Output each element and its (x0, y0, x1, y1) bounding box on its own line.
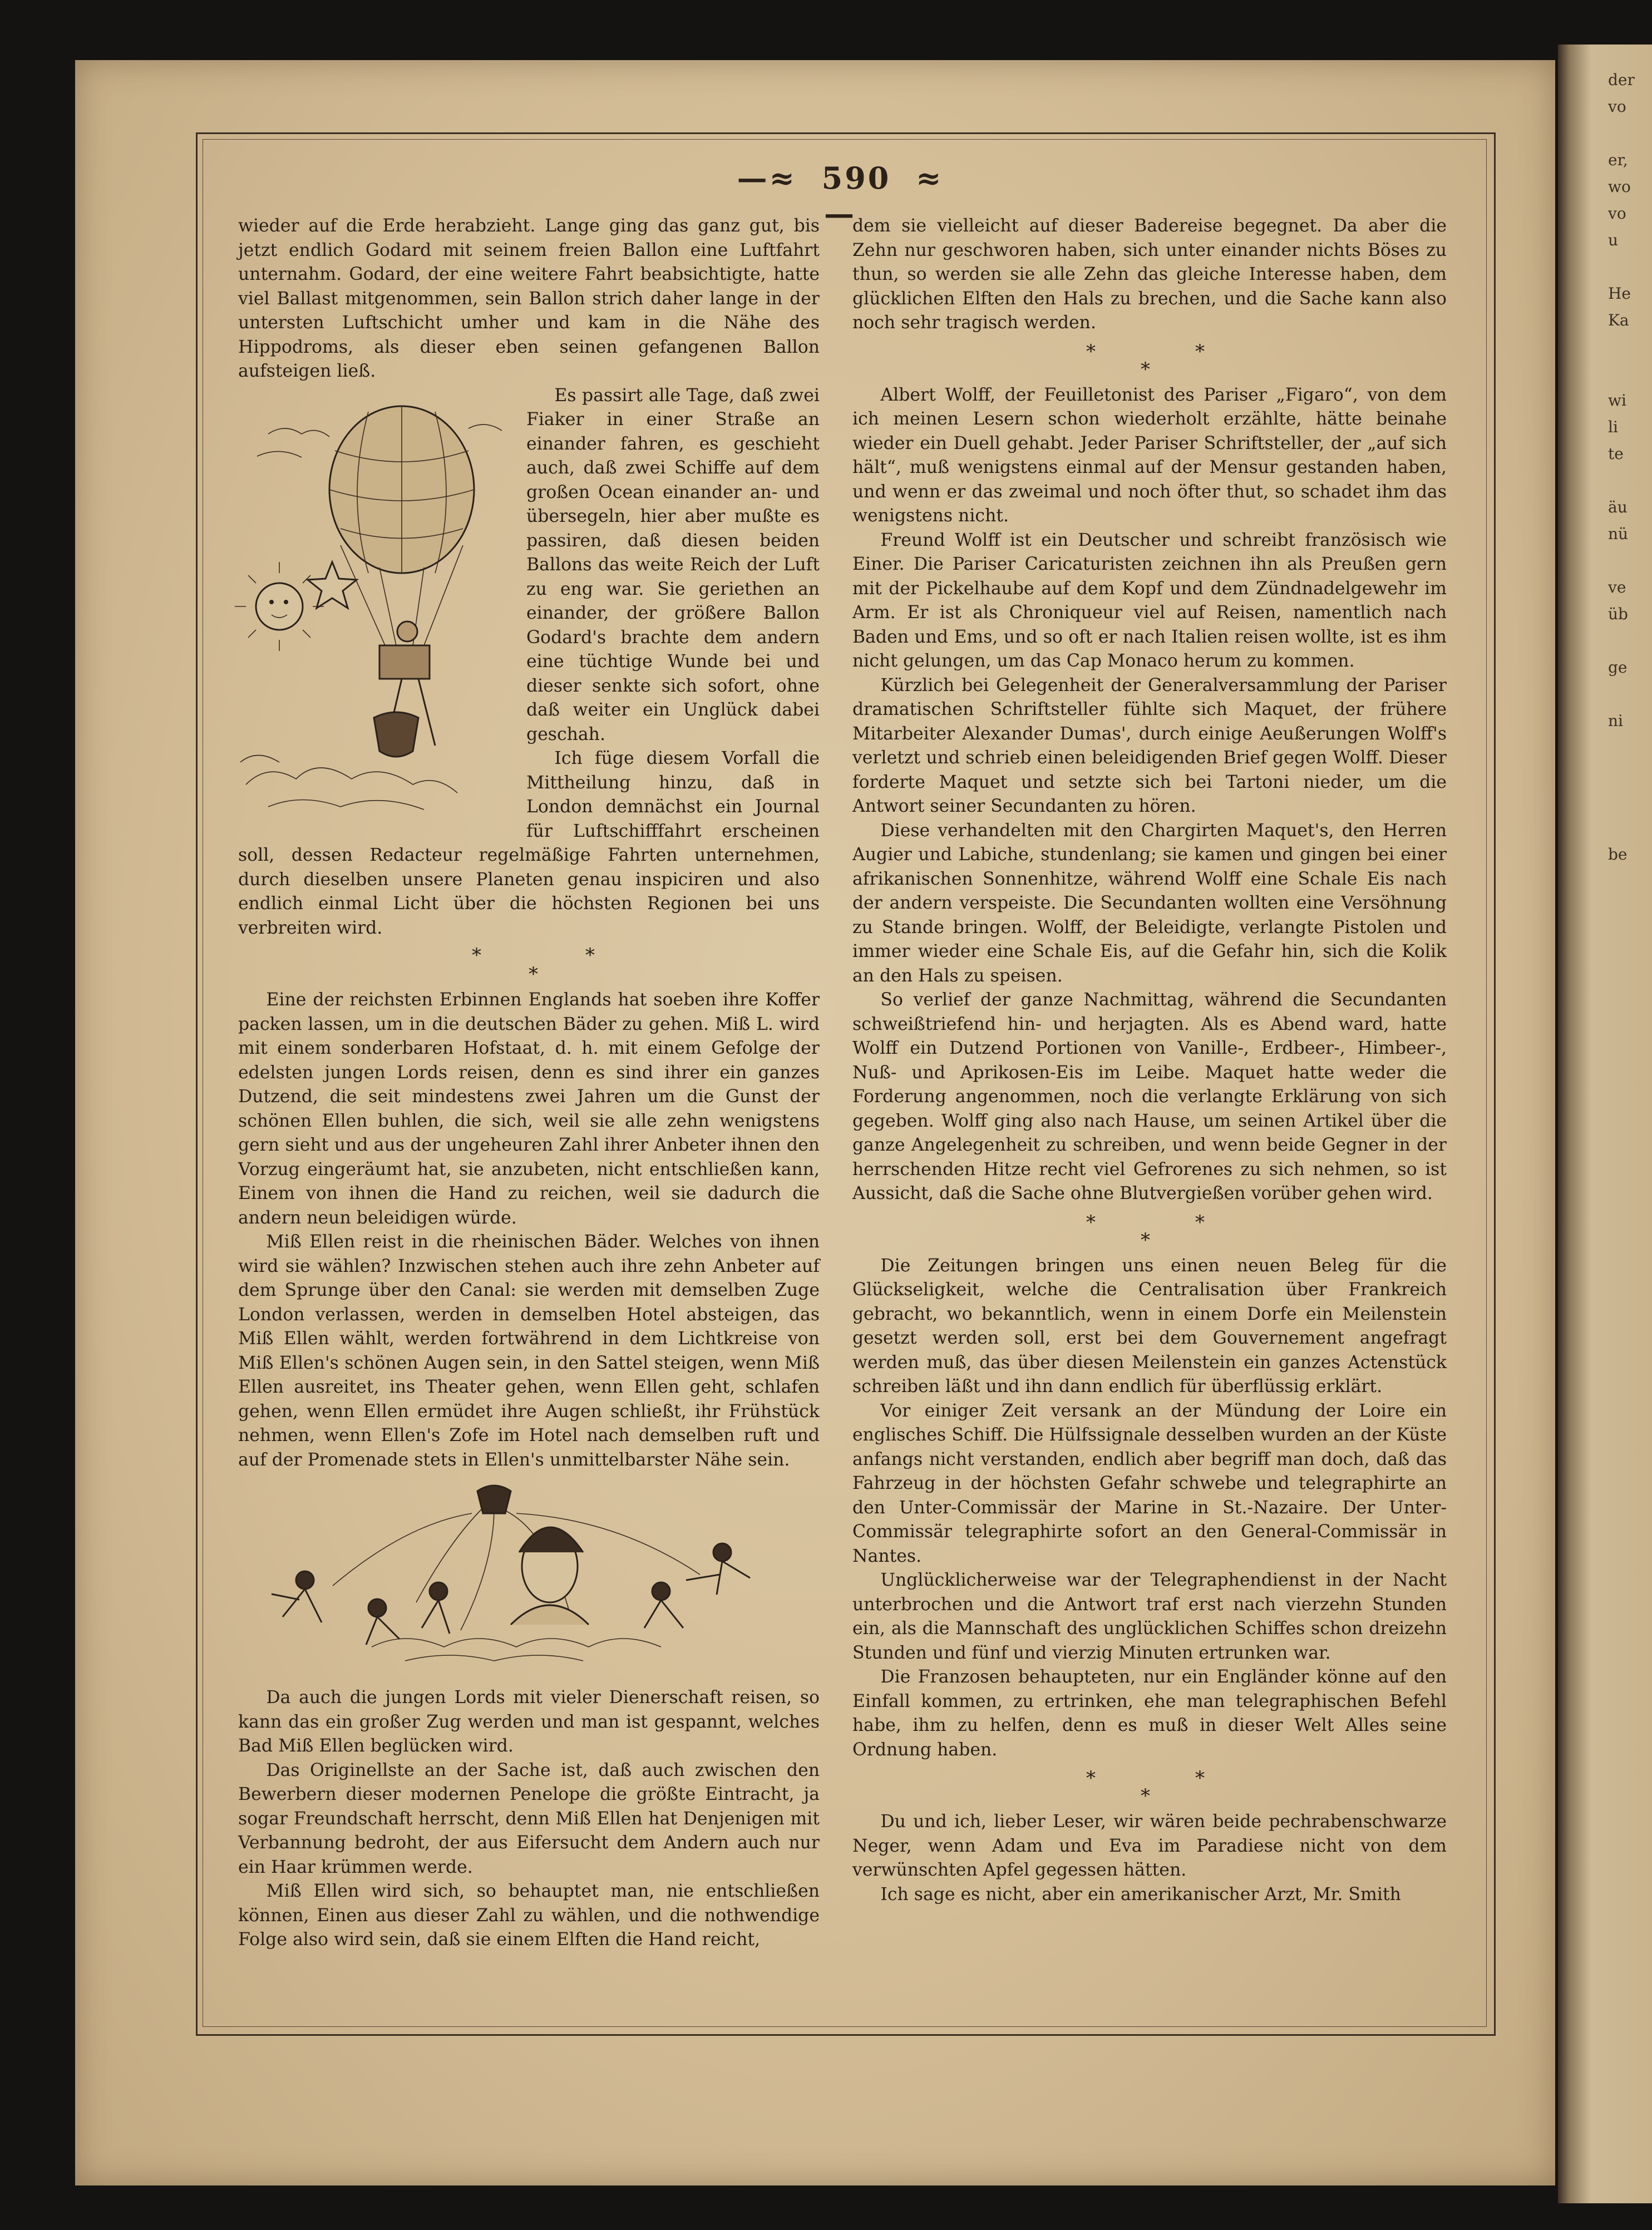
paragraph: Ich sage es nicht, aber ein amerikanischer Arzt, Mr. Smith (880, 1884, 1401, 1905)
bleed-fragment: li (1608, 418, 1618, 436)
section-separator (852, 1206, 1447, 1254)
bleed-fragment (1608, 1269, 1650, 1295)
bleed-fragment (1608, 1910, 1650, 1936)
bleed-fragment (1608, 1776, 1650, 1803)
bleed-fragment (1608, 1616, 1650, 1642)
bleed-fragment (1608, 1963, 1650, 1990)
adjacent-page-text (1608, 67, 1650, 2230)
bleed-fragment (1608, 1242, 1650, 1269)
bleed-fragment (1608, 2177, 1650, 2203)
bleed-fragment: ge (1608, 658, 1628, 677)
paragraph: Die Zeitungen bringen uns einen neuen Beleg für die Glückseligkeit, welche die Centralisation über Frankreich gebracht, wo bekanntlich, wenn in einem Dorfe ein Meilenstein gesetzt werden soll, erst bei dem Gouvernement angefragt werden muß, das über diesen Meilenstein ein ganzes Actenstück schreiben läßt und ihn dann endlich für überflüssig erklärt. (852, 1255, 1447, 1397)
bleed-fragment (1608, 2203, 1650, 2230)
bleed-fragment (1608, 1162, 1650, 1188)
paragraph: Das Originellste an der Sache ist, daß auch zwischen den Bewerbern dieser modernen Penelope die größte Eintracht, ja sogar Freundschaft herrscht, denn Miß Ellen hat Denjenigen mit Verbannung bedroht, der aus Eifersucht dem Andern auch nur ein Haar krümmen werde. (238, 1760, 820, 1877)
bleed-fragment (1608, 2150, 1650, 2177)
ornament-right: ≈— (824, 160, 944, 231)
bleed-fragment (1608, 948, 1650, 975)
bleed-fragment (1608, 895, 1650, 921)
bleed-fragment (1608, 1082, 1650, 1108)
bleed-fragment (1608, 628, 1650, 654)
bleed-fragment: er, (1608, 151, 1628, 169)
bleed-fragment (1608, 975, 1650, 1001)
star: * (1195, 1211, 1205, 1234)
bleed-fragment (1608, 1135, 1650, 1162)
star: * (472, 944, 481, 966)
right-column (852, 214, 1447, 1907)
bleed-fragment (1608, 681, 1650, 708)
bleed-fragment (1608, 2096, 1650, 2123)
bleed-fragment (1608, 361, 1650, 387)
bleed-fragment: He (1608, 284, 1631, 303)
section-separator (852, 336, 1447, 383)
paragraph: So verlief der ganze Nachmittag, während die Secundanten schweißtriefend hin- und herjagten. Als es Abend ward, hatte Wolff ein Dutzend Portionen von Vanille-, Erdbeer-, Himbeer-, Nuß- und Aprikosen-Eis im Leibe. Maquet hatte weder die Forderung angenommen, noch die verlangte Erklärung von sich gegeben. Wolff ging also nach Hause, um seinen Artikel über die ganze Angelegenheit zu schreiben, und wenn beide Gegner in der herrschenden Hitze recht viel Gefrorenes zu sich nehmen, so ist Aussicht, daß die Sache ohne Blutvergießen vorüber gehen wird. (852, 990, 1447, 1203)
bleed-fragment (1608, 761, 1650, 788)
bleed-fragment: ve (1608, 578, 1626, 596)
page-number: 590 (821, 160, 891, 196)
bleed-fragment: ni (1608, 712, 1623, 730)
bleed-fragment (1608, 2043, 1650, 2070)
bleed-fragment (1608, 815, 1650, 841)
ornament-left: —≈ (737, 160, 797, 196)
bleed-fragment (1608, 1509, 1650, 1536)
star: * (1195, 340, 1205, 363)
bleed-fragment (1608, 1215, 1650, 1242)
bleed-fragment (1608, 1055, 1650, 1082)
bleed-fragment (1608, 120, 1650, 147)
bleed-fragment (1608, 1108, 1650, 1135)
bleed-fragment (1608, 1883, 1650, 1910)
bleed-fragment (1608, 2016, 1650, 2043)
bleed-fragment (1608, 1589, 1650, 1616)
paragraph: Miß Ellen wird sich, so behauptet man, nie entschließen können, Einen aus dieser Zahl zu wählen, und die nothwendige Folge also wird sein, daß sie einem Elften die Hand reicht, (238, 1881, 820, 1950)
star: * (1086, 340, 1096, 363)
bleed-fragment (1608, 734, 1650, 761)
bleed-fragment (1608, 1669, 1650, 1696)
paragraph: Freund Wolff ist ein Deutscher und schreibt französisch wie Einer. Die Pariser Caricaturisten zeichnen ihn als Preußen gern mit der Pickelhaube auf dem Kopf und dem Zündnadelgewehr im Arm. Er ist als Chroniqueur viel auf Reisen, namentlich nach Baden und Ems, und so oft er nach Italien reisen wollte, ist es ihm nicht gelungen, um das Cap Monaco herum zu kommen. (852, 530, 1447, 671)
bleed-fragment (1608, 254, 1650, 280)
bleed-fragment (1608, 1322, 1650, 1349)
bleed-fragment (1608, 1536, 1650, 1562)
bleed-fragment (1608, 1402, 1650, 1429)
paragraph: Vor einiger Zeit versank an der Mündung der Loire ein englisches Schiff. Die Hülfssignale desselben wurden an der Küste anfangs nicht verstanden, endlich aber begriff man doch, daß das Fahrzeug in der höchsten Gefahr schwebe und telegraphirte an den Unter-Commissär der Marine in St.-Nazaire. Der Unter-Commissär telegraphirte sofort an den General-Commissär in Nantes. (852, 1400, 1447, 1566)
star: * (1141, 1229, 1150, 1251)
paragraph: Albert Wolff, der Feuilletonist des Pariser „Figaro“, von dem ich meinen Lesern schon wiederholt erzählte, hätte beinahe wieder ein Duell gehabt. Jeder Pariser Schriftsteller, der „auf sich hält“, muß wenigstens einmal auf der Mensur gestanden haben, und wenn er das zweimal und noch öfter thut, so schadet ihm das wenigstens nicht. (852, 384, 1447, 526)
bleed-fragment (1608, 1562, 1650, 1589)
bleed-fragment (1608, 1349, 1650, 1375)
bleed-fragment: vo (1608, 97, 1626, 116)
bleed-fragment (1608, 1856, 1650, 1883)
bleed-fragment (1608, 1990, 1650, 2016)
bleed-fragment (1608, 334, 1650, 361)
bleed-fragment: vo (1608, 204, 1626, 223)
bleed-fragment (1608, 1749, 1650, 1776)
star: * (1195, 1767, 1205, 1789)
bleed-fragment (1608, 1642, 1650, 1669)
bleed-fragment (1608, 1482, 1650, 1509)
star: * (1141, 1785, 1150, 1807)
bleed-fragment: u (1608, 231, 1619, 249)
bleed-fragment: be (1608, 845, 1628, 864)
section-separator (852, 1762, 1447, 1810)
star: * (585, 944, 595, 966)
bleed-fragment: te (1608, 445, 1624, 463)
bleed-fragment (1608, 1295, 1650, 1322)
paragraph: Diese verhandelten mit den Chargirten Maquet's, den Herren Augier und Labiche, stundenlang; sie kamen und gingen bei einer afrikanischen Sonnenhitze, während Wolff eine Schale Eis nach der andern verspeiste. Die Secundanten wollten eine Versöhnung zu Stande bringen. Wolff, der Beleidigte, verlangte Pistolen und immer wieder eine Schale Eis, auf die Gefahr hin, sich die Kolik an den Hals zu speisen. (852, 820, 1447, 986)
bleed-fragment (1608, 868, 1650, 895)
bleed-fragment (1608, 1723, 1650, 1749)
left-column (238, 214, 820, 1952)
paragraph: Es passirt alle Tage, daß zwei Fiaker in einer Straße an einander fahren, es geschieht auch, daß zwei Schiffe auf dem großen Ocean einander an- und übersegeln, hier aber mußte es passiren, daß diesen beiden Ballons das weite Reich der Luft zu eng war. Sie geriethen an einander, der größere Ballon Godard's brachte dem andern eine tüchtige Wunde bei und dieser senkte sich sofort, ohne daß weiter ein Unglück dabei geschah. (526, 385, 820, 744)
bleed-fragment: üb (1608, 605, 1628, 623)
bleed-fragment (1608, 547, 1650, 574)
star: * (1141, 358, 1150, 381)
bleed-fragment (1608, 2123, 1650, 2150)
paragraph: Da auch die jungen Lords mit vieler Dienerschaft reisen, so kann das ein großer Zug werden und man ist gespannt, welches Bad Miß Ellen beglücken wird. (238, 1688, 820, 1756)
paragraph: Unglücklicherweise war der Telegraphendienst in der Nacht unterbrochen und die Antwort traf erst nach vierzehn Stunden ein, als die Mannschaft des unglücklichen Schiffes schon dreizehn Stunden und fünf und vierzig Minuten ertrunken war. (852, 1570, 1447, 1663)
bleed-fragment (1608, 1936, 1650, 1963)
bleed-fragment (1608, 1001, 1650, 1028)
star: * (529, 963, 538, 985)
bleed-fragment (1608, 467, 1650, 494)
bleed-fragment (1608, 1028, 1650, 1055)
bleed-fragment (1608, 1696, 1650, 1723)
bleed-fragment (1608, 1375, 1650, 1402)
paragraph: Du und ich, lieber Leser, wir wären beide pechrabenschwarze Neger, wenn Adam und Eva im Paradiese nicht von dem verwünschten Apfel gegessen hätten. (852, 1812, 1447, 1880)
bleed-fragment: wo (1608, 177, 1631, 196)
bleed-fragment (1608, 1803, 1650, 1829)
paragraph: Eine der reichsten Erbinnen Englands hat soeben ihre Koffer packen lassen, um in die deutschen Bäder zu gehen. Miß L. wird mit einem sonderbaren Hofstaat, d. h. mit einem Gefolge der edelsten jungen Lords reisen, denn es sind ihrer ein ganzes Dutzend, die seit mindestens zwei Jahren um die Gunst der schönen Ellen buhlen, die sich, weil sie alle zehn wenigstens gern sieht und aus der ungeheuren Zahl ihrer Anbeter ihnen den Vorzug eingeräumt hat, sie anzubeten, nicht entschließen kann, Einem von ihnen die Hand zu reichen, weil sie dadurch die andern neun beleidigen würde. (238, 990, 820, 1228)
bleed-fragment (1608, 1188, 1650, 1215)
bleed-fragment: nü (1608, 525, 1629, 543)
bleed-fragment: Ka (1608, 311, 1629, 329)
paragraph: Miß Ellen reist in die rheinischen Bäder. Welches von ihnen wird sie wählen? Inzwischen stehen auch ihre zehn Anbeter auf dem Sprunge über den Canal: sie werden mit demselben Zuge London verlassen, werden in demselben Hotel absteigen, das Miß Ellen wählt, werden fortwährend in dem Lichtkreise von Miß Ellen's schönen Augen sein, in den Sattel steigen, wenn Miß Ellen ausreitet, ins Theater gehen, wenn Ellen geht, schlafen gehen, wenn Ellen ermüdet ihre Augen schließt, ihr Frühstück nehmen, wenn Ellen's Zofe im Hotel nach demselben ruft und auf der Promenade stets in Ellen's unmittelbarster Nähe sein. (238, 1232, 820, 1470)
star: * (1086, 1211, 1096, 1234)
bleed-fragment (1608, 1429, 1650, 1456)
section-separator (238, 940, 820, 988)
bleed-fragment (1608, 1829, 1650, 1856)
paragraph: Ich füge diesem Vorfall die Mittheilung hinzu, daß in London demnächst ein Journal für Luftschifffahrt erscheinen soll, dessen Redacteur regelmäßige Fahrten unternehmen, durch dieselben unsere Planeten genau inspiciren und also endlich einmal Licht über die höchsten Regionen bei uns verbreiten wird. (238, 748, 820, 938)
bleed-fragment (1608, 921, 1650, 948)
bleed-fragment: der (1608, 71, 1635, 89)
bleed-fragment (1608, 788, 1650, 815)
ribbon-illustration (238, 1480, 820, 1664)
paragraph: Die Franzosen behaupteten, nur ein Engländer könne auf den Einfall kommen, zu ertrinken, ehe man telegraphischen Befehl habe, ihm zu helfen, denn es muß in dieser Welt Alles seine Ordnung haben. (852, 1667, 1447, 1760)
bleed-fragment: äu (1608, 498, 1628, 516)
bleed-fragment (1608, 2070, 1650, 2096)
star: * (1086, 1767, 1096, 1789)
paragraph: dem sie vielleicht auf dieser Badereise begegnet. Da aber die Zehn nur geschworen haben, sich unter einander nichts Böses zu thun, so werden sie alle Zehn das gleiche Interesse haben, dem glücklichen Elften den Hals zu brechen, und die Sache kann also noch sehr tragisch werden. (852, 216, 1447, 333)
bleed-fragment (1608, 1456, 1650, 1482)
paragraph: wieder auf die Erde herabzieht. Lange ging das ganz gut, bis jetzt endlich Godard mit seinem freien Ballon eine Luftfahrt unternahm. Godard, der eine weitere Fahrt beabsichtigte, hatte viel Ballast mitgenommen, sein Ballon strich daher lange in der untersten Luftschicht umher und kam in die Nähe des Hippodroms, als dieser eben seinen gefangenen Ballon aufsteigen ließ. (238, 216, 820, 381)
paragraph: Kürzlich bei Gelegenheit der Generalversammlung der Pariser dramatischen Schriftsteller fühlte sich Maquet, der frühere Mitarbeiter Alexander Dumas', durch einige Aeußerungen Wolff's verletzt und schrieb einen beleidigenden Brief gegen Wolff. Dieser forderte Maquet und setzte sich bei Tartoni nieder, um die Antwort seiner Secundanten zu hören. (852, 675, 1447, 816)
balloon-illustration (235, 384, 519, 829)
bleed-fragment: wi (1608, 391, 1626, 410)
